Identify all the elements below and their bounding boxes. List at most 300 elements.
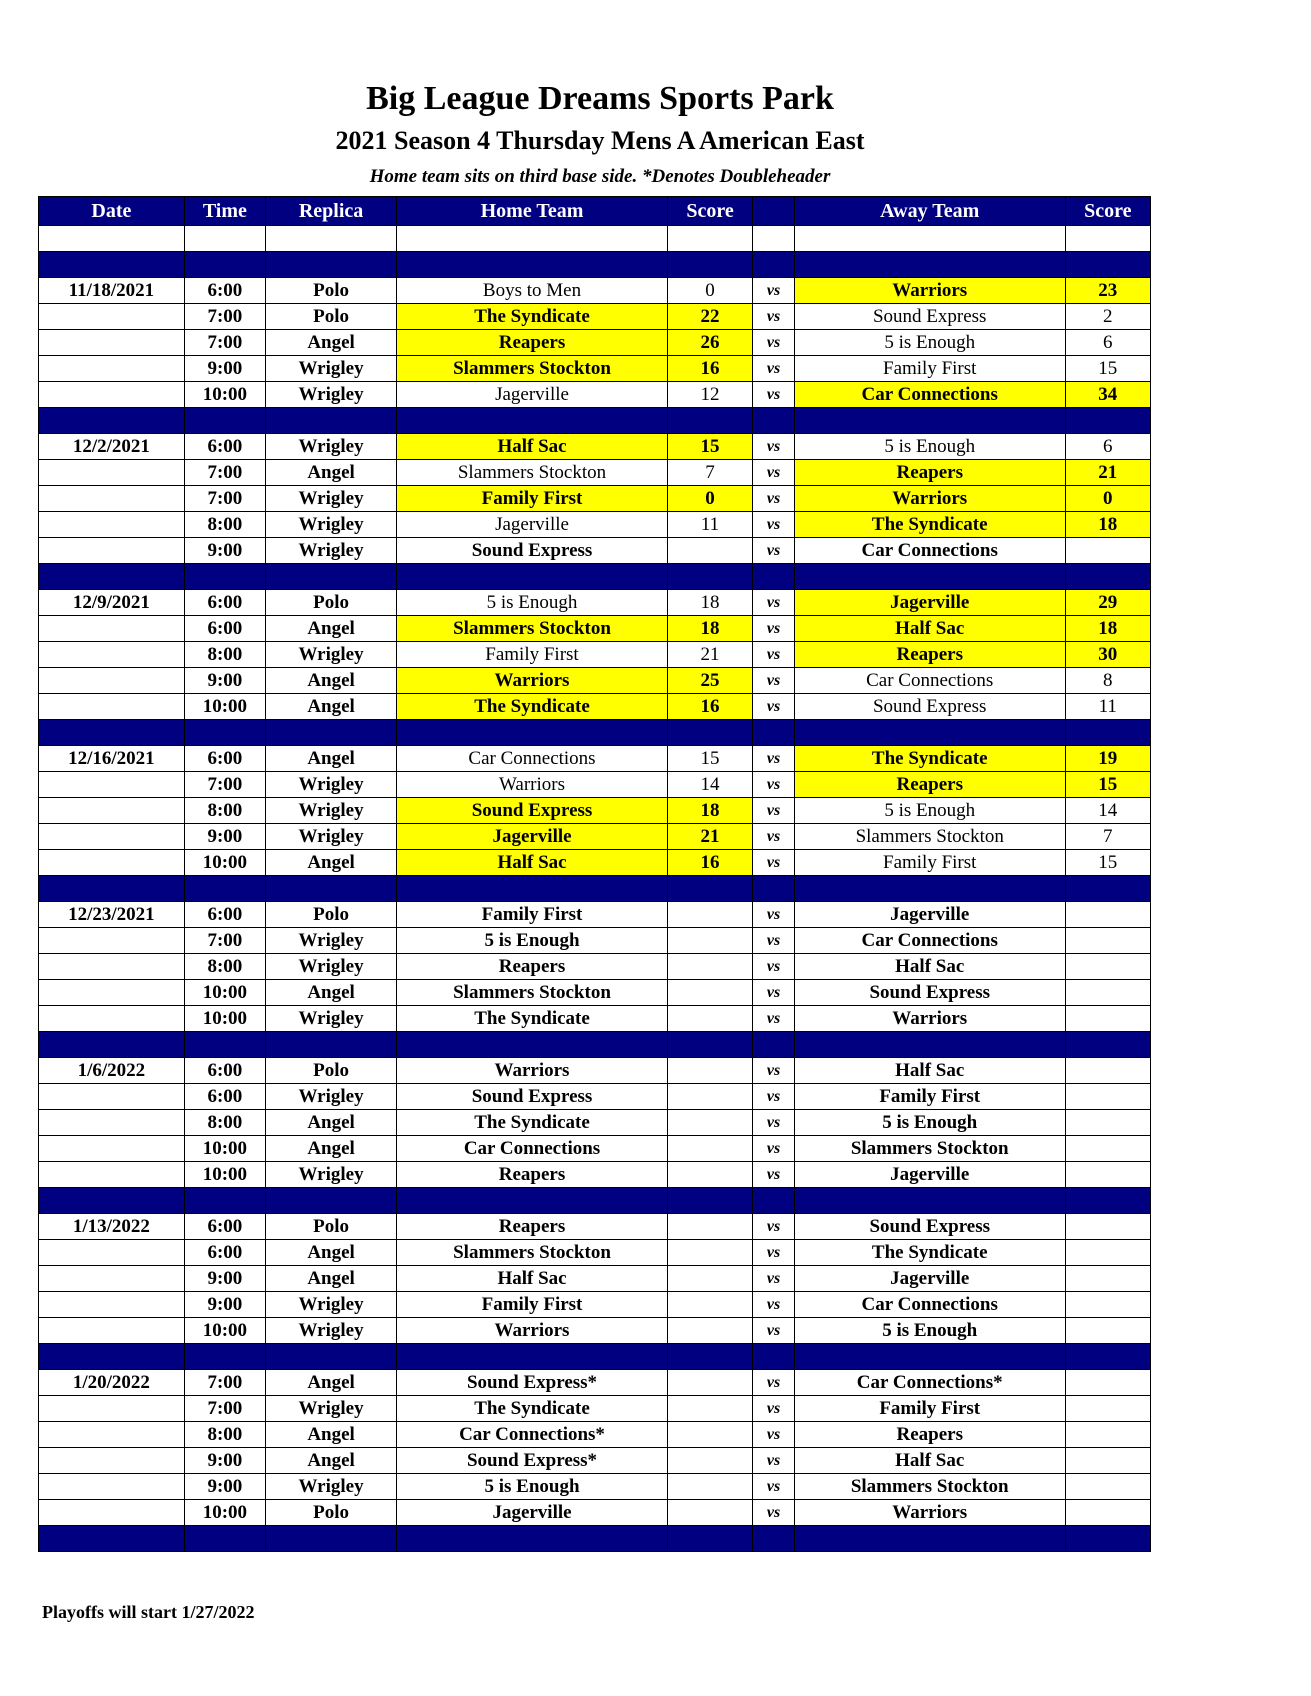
vs-label: vs xyxy=(753,330,795,356)
game-row xyxy=(39,304,1151,330)
vs-label: vs xyxy=(753,434,795,460)
game-date xyxy=(39,642,185,668)
spacer-cell xyxy=(184,226,265,252)
separator-cell xyxy=(184,1188,265,1214)
home-score: 15 xyxy=(667,746,752,772)
vs-label: vs xyxy=(753,798,795,824)
away-score xyxy=(1065,1240,1150,1266)
game-row xyxy=(39,642,1151,668)
away-team: Sound Express xyxy=(794,304,1065,330)
away-score: 7 xyxy=(1065,824,1150,850)
game-time: 6:00 xyxy=(184,1240,265,1266)
game-replica: Polo xyxy=(265,278,396,304)
home-team: The Syndicate xyxy=(397,304,668,330)
game-time: 6:00 xyxy=(184,1214,265,1240)
game-replica: Wrigley xyxy=(265,1084,396,1110)
game-time: 6:00 xyxy=(184,434,265,460)
vs-label: vs xyxy=(753,980,795,1006)
separator-cell xyxy=(1065,1188,1150,1214)
home-team: Slammers Stockton xyxy=(397,356,668,382)
game-replica: Wrigley xyxy=(265,486,396,512)
separator-cell xyxy=(1065,1526,1150,1552)
separator-cell xyxy=(794,408,1065,434)
home-team: Sound Express xyxy=(397,798,668,824)
page-title: Big League Dreams Sports Park xyxy=(366,80,834,117)
separator-cell xyxy=(39,252,185,278)
home-team: Slammers Stockton xyxy=(397,1240,668,1266)
vs-label: vs xyxy=(753,1084,795,1110)
game-replica: Angel xyxy=(265,1136,396,1162)
col-header-vs xyxy=(753,197,795,226)
game-time: 8:00 xyxy=(184,642,265,668)
separator-cell xyxy=(184,252,265,278)
vs-label: vs xyxy=(753,954,795,980)
game-row xyxy=(39,1006,1151,1032)
game-row xyxy=(39,746,1151,772)
game-time: 10:00 xyxy=(184,1500,265,1526)
away-team: Slammers Stockton xyxy=(794,1136,1065,1162)
game-row xyxy=(39,1240,1151,1266)
game-replica: Angel xyxy=(265,668,396,694)
game-date xyxy=(39,1162,185,1188)
game-time: 6:00 xyxy=(184,1084,265,1110)
game-row xyxy=(39,538,1151,564)
home-score: 25 xyxy=(667,668,752,694)
home-score: 26 xyxy=(667,330,752,356)
separator-cell xyxy=(265,252,396,278)
separator-cell xyxy=(184,564,265,590)
away-score xyxy=(1065,1422,1150,1448)
game-date xyxy=(39,1474,185,1500)
home-team: Sound Express* xyxy=(397,1448,668,1474)
home-team: Reapers xyxy=(397,1162,668,1188)
home-team: Car Connections xyxy=(397,746,668,772)
separator-cell xyxy=(184,408,265,434)
page-subtitle: 2021 Season 4 Thursday Mens A American East xyxy=(335,126,865,155)
home-score xyxy=(667,1448,752,1474)
col-header-away-team: Away Team xyxy=(794,197,1065,226)
home-score: 18 xyxy=(667,798,752,824)
separator-cell xyxy=(397,408,668,434)
vs-label: vs xyxy=(753,642,795,668)
away-team: 5 is Enough xyxy=(794,434,1065,460)
page-note: Home team sits on third base side. *Denotes Doubleheader xyxy=(369,166,831,187)
separator-cell xyxy=(753,252,795,278)
game-row xyxy=(39,486,1151,512)
game-date xyxy=(39,1266,185,1292)
vs-label: vs xyxy=(753,1266,795,1292)
away-score: 18 xyxy=(1065,616,1150,642)
away-score xyxy=(1065,980,1150,1006)
game-replica: Wrigley xyxy=(265,356,396,382)
game-replica: Angel xyxy=(265,746,396,772)
spacer-cell xyxy=(397,226,668,252)
home-score: 12 xyxy=(667,382,752,408)
game-time: 9:00 xyxy=(184,668,265,694)
vs-label: vs xyxy=(753,1110,795,1136)
separator-cell xyxy=(397,1344,668,1370)
home-score xyxy=(667,1500,752,1526)
vs-label: vs xyxy=(753,694,795,720)
separator-cell xyxy=(667,1344,752,1370)
vs-label: vs xyxy=(753,1214,795,1240)
game-replica: Wrigley xyxy=(265,928,396,954)
away-score: 18 xyxy=(1065,512,1150,538)
game-time: 6:00 xyxy=(184,590,265,616)
away-team: Warriors xyxy=(794,278,1065,304)
home-score xyxy=(667,980,752,1006)
game-row xyxy=(39,1058,1151,1084)
away-score: 15 xyxy=(1065,356,1150,382)
separator-cell xyxy=(1065,720,1150,746)
home-team: Half Sac xyxy=(397,1266,668,1292)
game-time: 6:00 xyxy=(184,746,265,772)
home-team: 5 is Enough xyxy=(397,1474,668,1500)
vs-label: vs xyxy=(753,1006,795,1032)
game-date xyxy=(39,798,185,824)
separator-cell xyxy=(265,1526,396,1552)
vs-label: vs xyxy=(753,1318,795,1344)
home-team: The Syndicate xyxy=(397,1396,668,1422)
game-replica: Wrigley xyxy=(265,434,396,460)
game-date xyxy=(39,928,185,954)
vs-label: vs xyxy=(753,1058,795,1084)
home-team: Family First xyxy=(397,1292,668,1318)
away-score: 6 xyxy=(1065,434,1150,460)
game-row xyxy=(39,954,1151,980)
week-separator xyxy=(39,408,1151,434)
home-team: Warriors xyxy=(397,772,668,798)
game-row xyxy=(39,1500,1151,1526)
col-header-replica: Replica xyxy=(265,197,396,226)
separator-cell xyxy=(753,408,795,434)
game-row xyxy=(39,382,1151,408)
away-team: The Syndicate xyxy=(794,512,1065,538)
game-time: 10:00 xyxy=(184,382,265,408)
home-score: 15 xyxy=(667,434,752,460)
game-date xyxy=(39,1084,185,1110)
home-score: 21 xyxy=(667,642,752,668)
game-replica: Wrigley xyxy=(265,824,396,850)
spacer-cell xyxy=(794,226,1065,252)
game-date: 12/9/2021 xyxy=(39,590,185,616)
game-date xyxy=(39,694,185,720)
table-end-band xyxy=(39,1526,1151,1552)
home-team: Slammers Stockton xyxy=(397,616,668,642)
game-date: 1/13/2022 xyxy=(39,1214,185,1240)
home-score xyxy=(667,1136,752,1162)
spacer-cell xyxy=(39,226,185,252)
separator-cell xyxy=(397,876,668,902)
separator-cell xyxy=(667,408,752,434)
home-score: 16 xyxy=(667,694,752,720)
game-time: 9:00 xyxy=(184,538,265,564)
game-time: 7:00 xyxy=(184,1396,265,1422)
game-row xyxy=(39,980,1151,1006)
game-time: 8:00 xyxy=(184,954,265,980)
home-team: The Syndicate xyxy=(397,1110,668,1136)
vs-label: vs xyxy=(753,1240,795,1266)
col-header-date: Date xyxy=(39,197,185,226)
separator-cell xyxy=(265,720,396,746)
away-team: Warriors xyxy=(794,1006,1065,1032)
away-team: Warriors xyxy=(794,1500,1065,1526)
game-row xyxy=(39,1214,1151,1240)
table-header-row xyxy=(39,197,1151,226)
away-team: 5 is Enough xyxy=(794,1318,1065,1344)
game-date: 1/6/2022 xyxy=(39,1058,185,1084)
separator-cell xyxy=(184,1344,265,1370)
home-score xyxy=(667,1474,752,1500)
home-score: 0 xyxy=(667,278,752,304)
game-row xyxy=(39,356,1151,382)
game-row xyxy=(39,1162,1151,1188)
away-team: Family First xyxy=(794,850,1065,876)
home-score xyxy=(667,1006,752,1032)
home-score: 22 xyxy=(667,304,752,330)
game-time: 10:00 xyxy=(184,1318,265,1344)
game-replica: Polo xyxy=(265,902,396,928)
game-date xyxy=(39,668,185,694)
game-time: 8:00 xyxy=(184,798,265,824)
game-date xyxy=(39,980,185,1006)
game-time: 6:00 xyxy=(184,616,265,642)
away-team: Family First xyxy=(794,356,1065,382)
col-header-away-score: Score xyxy=(1065,197,1150,226)
vs-label: vs xyxy=(753,590,795,616)
away-team: Family First xyxy=(794,1396,1065,1422)
home-score xyxy=(667,1292,752,1318)
game-replica: Wrigley xyxy=(265,1474,396,1500)
vs-label: vs xyxy=(753,1370,795,1396)
away-score xyxy=(1065,1110,1150,1136)
away-score xyxy=(1065,1084,1150,1110)
away-score xyxy=(1065,1448,1150,1474)
away-team: Warriors xyxy=(794,486,1065,512)
home-team: Jagerville xyxy=(397,382,668,408)
game-time: 6:00 xyxy=(184,278,265,304)
home-team: Family First xyxy=(397,486,668,512)
game-time: 10:00 xyxy=(184,980,265,1006)
vs-label: vs xyxy=(753,1396,795,1422)
home-team: Family First xyxy=(397,642,668,668)
separator-cell xyxy=(397,252,668,278)
game-row xyxy=(39,1396,1151,1422)
home-team: Car Connections* xyxy=(397,1422,668,1448)
game-date xyxy=(39,616,185,642)
separator-cell xyxy=(39,1526,185,1552)
home-score xyxy=(667,902,752,928)
game-date: 12/16/2021 xyxy=(39,746,185,772)
game-date xyxy=(39,538,185,564)
spacer-cell xyxy=(265,226,396,252)
home-team: Reapers xyxy=(397,1214,668,1240)
game-row xyxy=(39,1292,1151,1318)
home-score xyxy=(667,1240,752,1266)
separator-cell xyxy=(753,564,795,590)
game-replica: Polo xyxy=(265,1214,396,1240)
away-score xyxy=(1065,928,1150,954)
game-replica: Angel xyxy=(265,850,396,876)
game-date xyxy=(39,1318,185,1344)
separator-cell xyxy=(794,1188,1065,1214)
home-team: Half Sac xyxy=(397,850,668,876)
week-separator xyxy=(39,252,1151,278)
game-time: 7:00 xyxy=(184,486,265,512)
away-score: 11 xyxy=(1065,694,1150,720)
separator-cell xyxy=(39,408,185,434)
vs-label: vs xyxy=(753,1448,795,1474)
game-replica: Angel xyxy=(265,1240,396,1266)
game-time: 9:00 xyxy=(184,1266,265,1292)
week-separator xyxy=(39,1032,1151,1058)
away-team: Slammers Stockton xyxy=(794,824,1065,850)
home-score xyxy=(667,1058,752,1084)
spacer-cell xyxy=(667,226,752,252)
separator-cell xyxy=(753,720,795,746)
schedule-table xyxy=(38,196,1151,1552)
separator-cell xyxy=(184,720,265,746)
game-replica: Wrigley xyxy=(265,1318,396,1344)
home-score xyxy=(667,1110,752,1136)
game-date xyxy=(39,1006,185,1032)
separator-cell xyxy=(794,1344,1065,1370)
game-row xyxy=(39,330,1151,356)
separator-cell xyxy=(667,1032,752,1058)
game-replica: Wrigley xyxy=(265,1396,396,1422)
away-score: 14 xyxy=(1065,798,1150,824)
game-time: 10:00 xyxy=(184,1136,265,1162)
home-team: Jagerville xyxy=(397,824,668,850)
game-date xyxy=(39,1422,185,1448)
game-time: 10:00 xyxy=(184,1006,265,1032)
home-team: Family First xyxy=(397,902,668,928)
away-score: 6 xyxy=(1065,330,1150,356)
game-replica: Angel xyxy=(265,616,396,642)
game-date xyxy=(39,512,185,538)
home-score: 14 xyxy=(667,772,752,798)
vs-label: vs xyxy=(753,538,795,564)
separator-cell xyxy=(794,720,1065,746)
home-score xyxy=(667,928,752,954)
vs-label: vs xyxy=(753,850,795,876)
away-team: Car Connections xyxy=(794,538,1065,564)
away-team: Car Connections* xyxy=(794,1370,1065,1396)
spacer-cell xyxy=(1065,226,1150,252)
game-row xyxy=(39,1318,1151,1344)
game-date: 1/20/2022 xyxy=(39,1370,185,1396)
home-score: 16 xyxy=(667,356,752,382)
away-team: Jagerville xyxy=(794,902,1065,928)
game-date xyxy=(39,954,185,980)
away-score xyxy=(1065,1214,1150,1240)
home-team: Reapers xyxy=(397,954,668,980)
away-score xyxy=(1065,1474,1150,1500)
game-row xyxy=(39,772,1151,798)
game-row xyxy=(39,798,1151,824)
separator-cell xyxy=(794,252,1065,278)
vs-label: vs xyxy=(753,1136,795,1162)
game-time: 8:00 xyxy=(184,512,265,538)
away-team: Car Connections xyxy=(794,382,1065,408)
separator-cell xyxy=(794,876,1065,902)
home-score xyxy=(667,1214,752,1240)
away-score: 29 xyxy=(1065,590,1150,616)
game-time: 10:00 xyxy=(184,850,265,876)
home-score xyxy=(667,954,752,980)
game-row xyxy=(39,1084,1151,1110)
home-score xyxy=(667,1370,752,1396)
away-score xyxy=(1065,1266,1150,1292)
home-score: 16 xyxy=(667,850,752,876)
away-score xyxy=(1065,954,1150,980)
separator-cell xyxy=(1065,1344,1150,1370)
separator-cell xyxy=(753,1344,795,1370)
vs-label: vs xyxy=(753,356,795,382)
vs-label: vs xyxy=(753,486,795,512)
away-score xyxy=(1065,1006,1150,1032)
game-row xyxy=(39,278,1151,304)
separator-cell xyxy=(397,564,668,590)
game-replica: Angel xyxy=(265,1448,396,1474)
vs-label: vs xyxy=(753,382,795,408)
separator-cell xyxy=(265,1344,396,1370)
week-separator xyxy=(39,876,1151,902)
game-date xyxy=(39,356,185,382)
away-team: Family First xyxy=(794,1084,1065,1110)
col-header-time: Time xyxy=(184,197,265,226)
game-replica: Wrigley xyxy=(265,954,396,980)
separator-cell xyxy=(184,1526,265,1552)
separator-cell xyxy=(184,1032,265,1058)
vs-label: vs xyxy=(753,304,795,330)
game-time: 9:00 xyxy=(184,1448,265,1474)
away-team: Slammers Stockton xyxy=(794,1474,1065,1500)
home-team: Jagerville xyxy=(397,1500,668,1526)
game-time: 6:00 xyxy=(184,902,265,928)
game-replica: Angel xyxy=(265,1266,396,1292)
away-score: 21 xyxy=(1065,460,1150,486)
away-team: Jagerville xyxy=(794,590,1065,616)
separator-cell xyxy=(39,564,185,590)
home-team: Car Connections xyxy=(397,1136,668,1162)
game-date xyxy=(39,1448,185,1474)
home-team: Boys to Men xyxy=(397,278,668,304)
game-replica: Angel xyxy=(265,330,396,356)
home-score xyxy=(667,1084,752,1110)
separator-cell xyxy=(1065,876,1150,902)
away-score xyxy=(1065,1500,1150,1526)
away-score: 19 xyxy=(1065,746,1150,772)
col-header-home-score: Score xyxy=(667,197,752,226)
away-score xyxy=(1065,1136,1150,1162)
separator-cell xyxy=(667,876,752,902)
game-date xyxy=(39,460,185,486)
away-score xyxy=(1065,902,1150,928)
separator-cell xyxy=(39,1344,185,1370)
separator-cell xyxy=(794,564,1065,590)
week-separator xyxy=(39,564,1151,590)
game-date: 12/23/2021 xyxy=(39,902,185,928)
game-date xyxy=(39,824,185,850)
away-team: Half Sac xyxy=(794,1448,1065,1474)
game-replica: Polo xyxy=(265,304,396,330)
game-replica: Wrigley xyxy=(265,798,396,824)
game-replica: Polo xyxy=(265,1058,396,1084)
separator-cell xyxy=(397,1032,668,1058)
away-score: 30 xyxy=(1065,642,1150,668)
game-date xyxy=(39,486,185,512)
